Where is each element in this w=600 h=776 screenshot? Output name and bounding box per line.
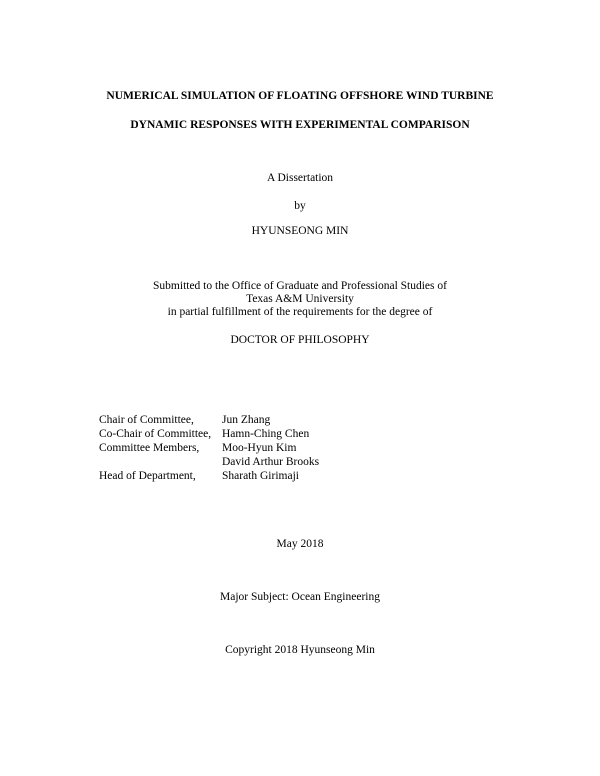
committee-member-name: David Arthur Brooks — [222, 456, 320, 468]
committee-role: Committee Members, — [99, 442, 200, 454]
title-line-2: DYNAMIC RESPONSES WITH EXPERIMENTAL COMPARISON — [130, 119, 470, 131]
committee-member-name: Moo-Hyun Kim — [222, 442, 297, 454]
degree-name: DOCTOR OF PHILOSOPHY — [230, 334, 370, 346]
committee-role: Chair of Committee, — [99, 414, 194, 426]
committee-row — [99, 427, 319, 441]
committee-member-name: Sharath Girimaji — [222, 470, 299, 482]
committee-row — [99, 413, 319, 427]
major-subject: Major Subject: Ocean Engineering — [220, 591, 380, 603]
document-type: A Dissertation — [266, 172, 334, 184]
submission-line-3: in partial fulfillment of the requirements for the degree of — [167, 306, 433, 318]
submission-date: May 2018 — [276, 538, 324, 550]
committee-member-name: Jun Zhang — [222, 414, 271, 426]
committee-list — [99, 413, 319, 483]
committee-row — [99, 469, 319, 483]
author-name: HYUNSEONG MIN — [251, 225, 349, 237]
committee-member-name: Hamn-Ching Chen — [222, 428, 310, 440]
committee-role: Co-Chair of Committee, — [99, 428, 212, 440]
title-line-1: NUMERICAL SIMULATION OF FLOATING OFFSHORE WIND TURBINE — [106, 90, 494, 102]
copyright-notice: Copyright 2018 Hyunseong Min — [225, 644, 375, 656]
committee-row — [99, 441, 319, 469]
committee-role: Head of Department, — [99, 470, 196, 482]
submission-line-2: Texas A&M University — [246, 293, 354, 305]
by-label: by — [294, 200, 306, 212]
submission-line-1: Submitted to the Office of Graduate and Professional Studies of — [153, 280, 447, 292]
